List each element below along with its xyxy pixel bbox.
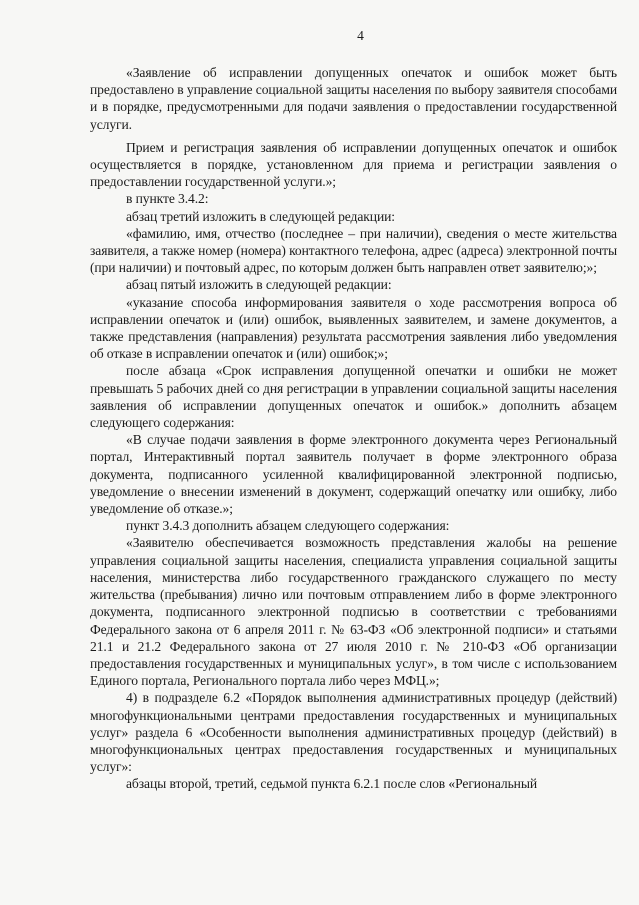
paragraph-third-abzac-intro: абзац третий изложить в следующей редакции: [126,208,395,224]
page-number: 4 [357,28,364,43]
paragraph-clause-3-4-3: пункт 3.4.3 дополнить абзацем следующего содержания: [126,518,450,534]
paragraph-subsection-6-2: 4) в подразделе 6.2 «Порядок выполнения административных процедур (действий) многофункциональными центрами предоставления государственных и муниципальных услуг» раздела 6 «Особенности выполнения административных процедур (действий) в многофункциональных центрах предоставления государственных и муниципальных услуг»: [90,690,617,775]
paragraph-complaint-right: «Заявителю обеспечивается возможность представления жалобы на решение управления социальной защиты населения, специалиста управления социальной защиты населения, министерства либо государственного гражданского служащего по месту жительства (пребывания) лично или почтовым отправлением либо в форме электронного документа, подписанного электронной подписью в соответствии с требованиями Федерального закона от 6 апреля 2011 г. № 63-ФЗ «Об электронной подписи» и статьями 21.1 и 21.2 Федерального закона от 27 июля 2010 г. № 210-ФЗ «Об организации предоставления государственных и муниципальных услуг», в том числе с использованием Единого портала, Регионального портала либо через МФЦ.»; [90,535,617,689]
paragraph-applicant-details: «фамилию, имя, отчество (последнее – при наличии), сведения о месте жительства заявителя, а также номер (номера) контактного телефона, адрес (адреса) электронной почты (при наличии) и почтовый адрес, по которым должен быть направлен ответ заявителю;»; [90,225,617,276]
paragraph-statement-submission: «Заявление об исправлении допущенных опечаток и ошибок может быть предоставлено в управление социальной защиты населения по выбору заявителя способами и в порядке, предусмотренными для подачи заявления о предоставлении государственной услуги. [90,65,617,132]
paragraph-statement-registration: Прием и регистрация заявления об исправлении допущенных опечаток и ошибок осуществляется в порядке, установленном для приема и регистрации заявления о предоставлении государственной услуги.»; [90,139,617,190]
paragraph-notification-method: «указание способа информирования заявителя о ходе рассмотрения вопроса об исправлении опечаток и (или) ошибок, выявленных заявителем, и замене документов, а также представления (направления) результата рассмотрения заявления либо уведомления об отказе в исправлении опечаток и (или) ошибок;»; [90,294,617,362]
paragraph-correction-deadline: после абзаца «Срок исправления допущенной опечатки и ошибки не может превышать 5 рабочих дней со дня регистрации в управлении социальной защиты населения заявления об исправлении допущенных опечаток и ошибок.» дополнить абзацем следующего содержания: [90,363,617,431]
paragraph-fifth-abzac-intro: абзац пятый изложить в следующей редакции: [126,277,392,293]
paragraph-electronic-submission: «В случае подачи заявления в форме электронного документа через Региональный портал, Интерактивный портал заявитель получает в форме электронного образа документа, подписанного усиленной квалифицированной электронной подписью, уведомление о внесении изменений в документ, содержащий опечатку или ошибку, либо уведомление об отказе.»; [90,432,617,517]
paragraph-clause-3-4-2: в пункте 3.4.2: [126,191,209,207]
paragraph-clause-6-2-1: абзацы второй, третий, седьмой пункта 6.2.1 после слов «Региональный [126,776,538,792]
